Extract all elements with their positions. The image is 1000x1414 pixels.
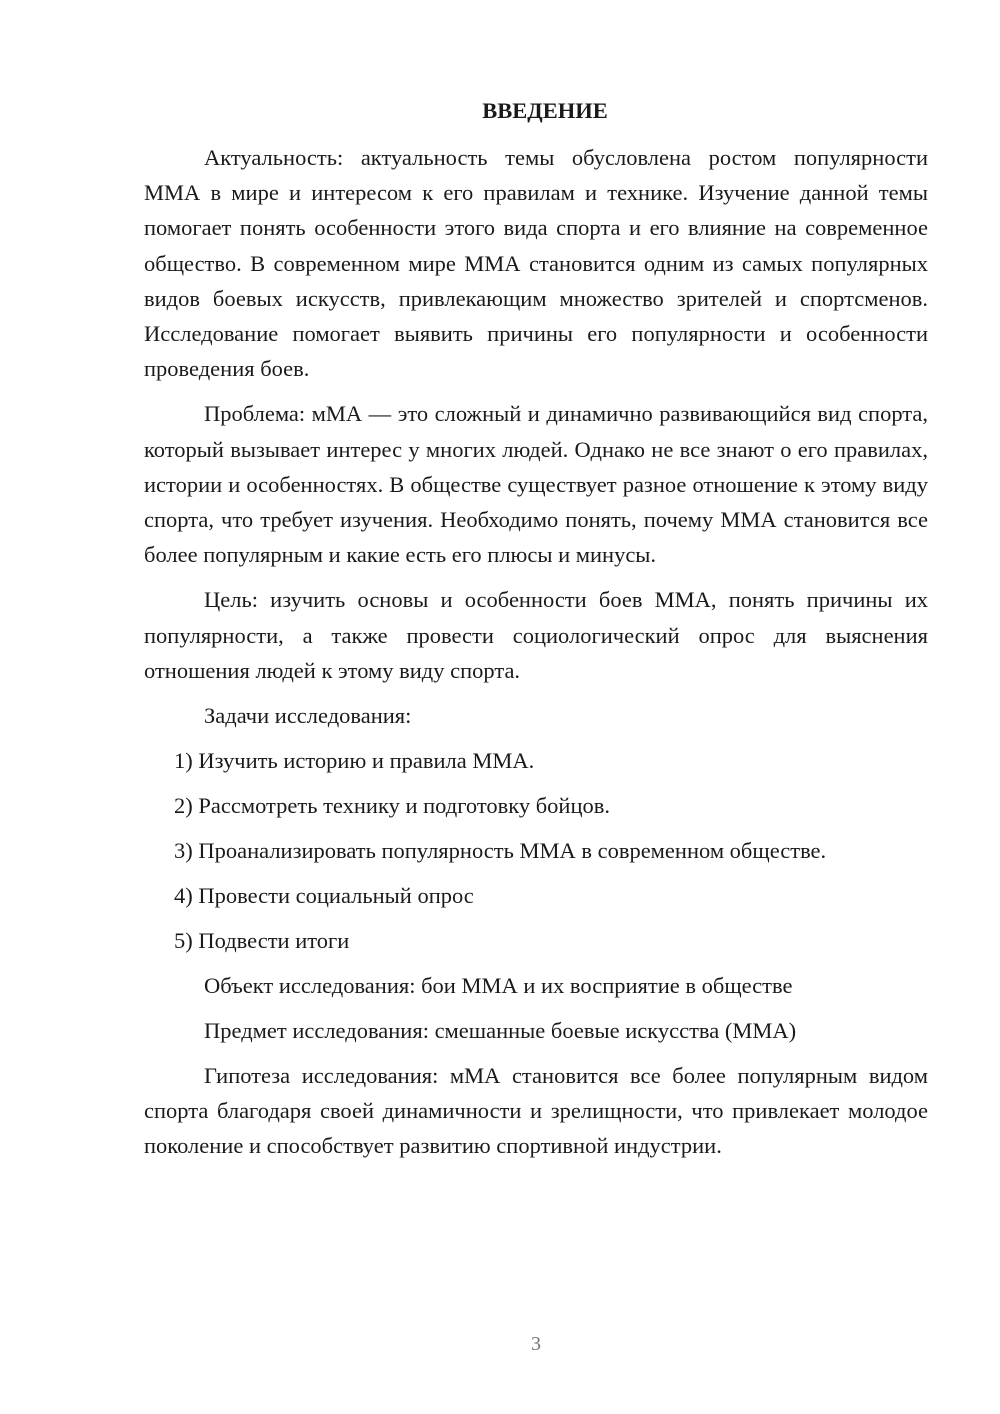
task-item-4: 4) Провести социальный опрос xyxy=(174,883,474,909)
research-subject: Предмет исследования: смешанные боевые искусства (ММА) xyxy=(204,1018,797,1044)
page-number: 3 xyxy=(531,1333,541,1355)
task-item-5: 5) Подвести итоги xyxy=(174,928,350,954)
research-object: Объект исследования: бои ММА и их восприятие в обществе xyxy=(204,973,793,999)
task-item-1: 1) Изучить историю и правила ММА. xyxy=(174,748,535,774)
task-item-3: 3) Проанализировать популярность ММА в современном обществе. xyxy=(174,838,827,864)
document-body xyxy=(144,94,928,1174)
section-heading: ВВЕДЕНИЕ xyxy=(482,98,608,123)
tasks-heading: Задачи исследования: xyxy=(204,703,412,729)
paragraph-problem: Проблема: мМА — это сложный и динамично развивающийся вид спорта, который вызывает интерес у многих людей. Однако не все знают о его правилах, истории и особенностях. В обществе существует разное отношение к этому виду спорта, что требует изучения. Необходимо понять, почему ММА становится все более популярным и какие есть его плюсы и минусы. xyxy=(144,401,928,568)
paragraph-relevance: Актуальность: актуальность темы обусловлена ростом популярности ММА в мире и интересом к его правилам и технике. Изучение данной темы помогает понять особенности этого вида спорта и его влияние на современное общество. В современном мире ММА становится одним из самых популярных видов боевых искусств, привлекающим множество зрителей и спортсменов. Исследование помогает выявить причины его популярности и особенности проведения боев. xyxy=(144,145,928,382)
paragraph-hypothesis: Гипотеза исследования: мМА становится все более популярным видом спорта благодаря своей динамичности и зрелищности, что привлекает молодое поколение и способствует развитию спортивной индустрии. xyxy=(144,1063,928,1159)
task-item-2: 2) Рассмотреть технику и подготовку бойцов. xyxy=(174,793,610,819)
paragraph-goal: Цель: изучить основы и особенности боев ММА, понять причины их популярности, а также провести социологический опрос для выяснения отношения людей к этому виду спорта. xyxy=(144,587,928,683)
